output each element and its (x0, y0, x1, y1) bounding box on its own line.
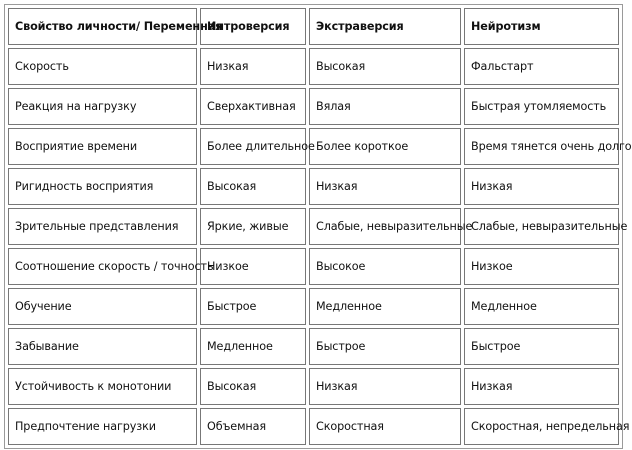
extraversion-cell: Вялая (309, 88, 461, 125)
introversion-cell: Высокая (200, 168, 306, 205)
neuroticism-cell: Быстрая утомляемость (464, 88, 619, 125)
row-label-cell: Скорость (8, 48, 197, 85)
header-cell-introversion: Интроверсия (200, 8, 306, 45)
introversion-cell: Быстрое (200, 288, 306, 325)
row-label-cell: Обучение (8, 288, 197, 325)
neuroticism-cell: Низкая (464, 368, 619, 405)
neuroticism-cell: Низкая (464, 168, 619, 205)
neuroticism-cell: Медленное (464, 288, 619, 325)
table-row (8, 288, 619, 325)
introversion-cell: Низкая (200, 48, 306, 85)
neuroticism-cell: Низкое (464, 248, 619, 285)
table-row (8, 368, 619, 405)
extraversion-cell: Низкая (309, 368, 461, 405)
neuroticism-cell: Время тянется очень долго (464, 128, 619, 165)
extraversion-cell: Низкая (309, 168, 461, 205)
row-label-cell: Устойчивость к монотонии (8, 368, 197, 405)
table-row (8, 248, 619, 285)
neuroticism-cell: Слабые, невыразительные (464, 208, 619, 245)
extraversion-cell: Слабые, невыразительные (309, 208, 461, 245)
table-row (8, 168, 619, 205)
row-label-cell: Реакция на нагрузку (8, 88, 197, 125)
header-cell-neuroticism: Нейротизм (464, 8, 619, 45)
introversion-cell: Медленное (200, 328, 306, 365)
introversion-cell: Низкое (200, 248, 306, 285)
extraversion-cell: Высокая (309, 48, 461, 85)
neuroticism-cell: Скоростная, непредельная (464, 408, 619, 445)
neuroticism-cell: Быстрое (464, 328, 619, 365)
personality-traits-table (4, 4, 632, 449)
extraversion-cell: Медленное (309, 288, 461, 325)
row-label-cell: Предпочтение нагрузки (8, 408, 197, 445)
extraversion-cell: Быстрое (309, 328, 461, 365)
introversion-cell: Более длительное (200, 128, 306, 165)
introversion-cell: Высокая (200, 368, 306, 405)
introversion-cell: Сверхактивная (200, 88, 306, 125)
extraversion-cell: Скоростная (309, 408, 461, 445)
table-row (8, 88, 619, 125)
header-cell-variable: Свойство личности/ Переменная (8, 8, 197, 45)
neuroticism-cell: Фальстарт (464, 48, 619, 85)
table-row (8, 328, 619, 365)
row-label-cell: Забывание (8, 328, 197, 365)
table-header-row (8, 8, 619, 45)
introversion-cell: Яркие, живые (200, 208, 306, 245)
table-row (8, 48, 619, 85)
header-cell-extraversion: Экстраверсия (309, 8, 461, 45)
row-label-cell: Соотношение скорость / точность (8, 248, 197, 285)
table-row (8, 208, 619, 245)
row-label-cell: Зрительные представления (8, 208, 197, 245)
table-row (8, 408, 619, 445)
table-row (8, 128, 619, 165)
extraversion-cell: Высокое (309, 248, 461, 285)
introversion-cell: Объемная (200, 408, 306, 445)
row-label-cell: Восприятие времени (8, 128, 197, 165)
extraversion-cell: Более короткое (309, 128, 461, 165)
row-label-cell: Ригидность восприятия (8, 168, 197, 205)
